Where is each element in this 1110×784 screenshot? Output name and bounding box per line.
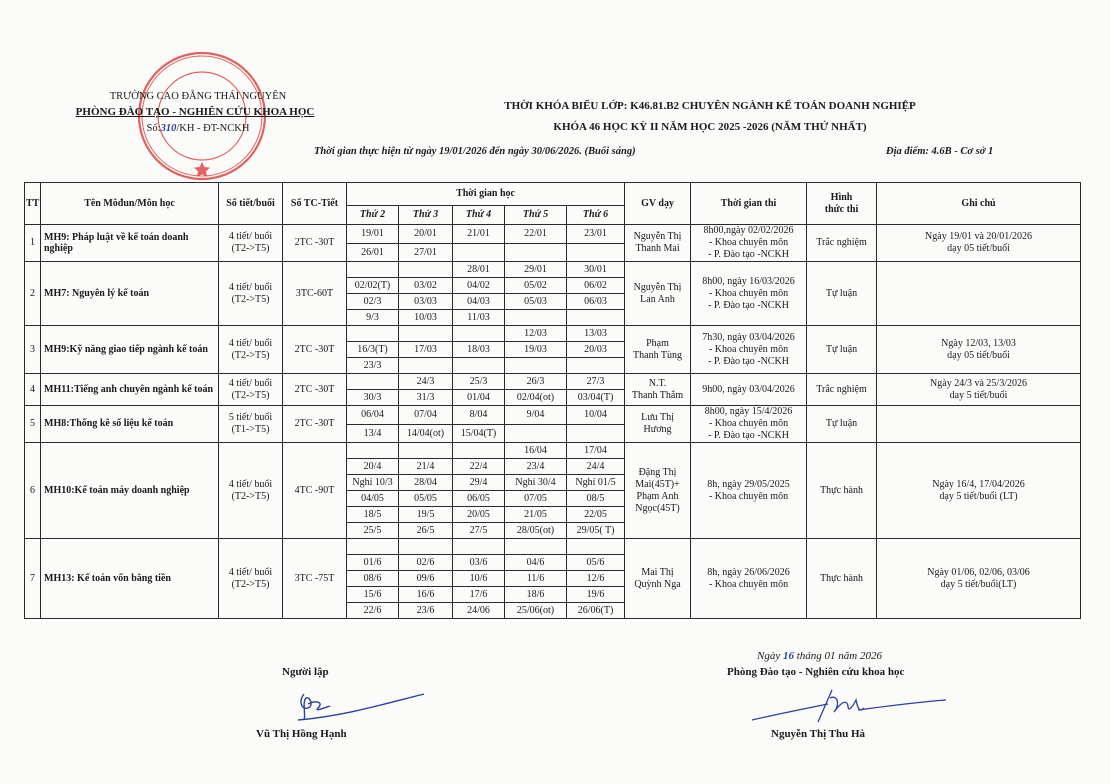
exam-time-line1: 7h30, ngày 03/04/2026 [702, 331, 795, 343]
date-cell-thu [505, 358, 567, 374]
date-cell-wed: 22/4 [453, 459, 505, 475]
date-cell-fri [567, 243, 625, 262]
exam-time-line2: - Khoa chuyên môn [708, 343, 789, 355]
exam-form: Tự luận [807, 406, 877, 443]
date-cell-tue: 23/6 [399, 603, 453, 619]
date-cell-thu: 04/6 [505, 555, 567, 571]
date-cell-thu: 05/02 [505, 278, 567, 294]
date-cell-mon: 26/01 [347, 243, 399, 262]
sign-date-prefix: Ngày [757, 650, 781, 662]
date-cell-fri: 03/04(T) [567, 390, 625, 406]
periods-per-session-line1: 4 tiết/ buổi [228, 231, 273, 242]
schedule-subtitle: KHÓA 46 HỌC KỲ II NĂM HỌC 2025 -2026 (NĂM THỨ NHẤT) [553, 121, 867, 133]
date-cell-mon: 20/4 [347, 459, 399, 475]
table-row [25, 374, 1081, 390]
notes [877, 326, 1081, 374]
exam-time [691, 374, 807, 406]
exam-time-line3: - P. Đào tạo -NCKH [708, 430, 789, 441]
date-cell-mon: 9/3 [347, 310, 399, 326]
exam-time [691, 262, 807, 326]
header-day-mon: Thứ 2 [347, 206, 399, 225]
header-periods: Số tiết/buổi [219, 183, 283, 225]
date-cell-thu [505, 310, 567, 326]
approver-title: Phòng Đào tạo - Nghiên cứu khoa học [727, 666, 905, 678]
teacher-line2: Thanh Tùng [633, 349, 682, 361]
subject-name: MH9:Kỹ năng giao tiếp ngành kế toán [41, 326, 219, 374]
date-cell-wed [453, 539, 505, 555]
teacher-line2: Thanh Mai [635, 243, 680, 254]
date-cell-tue: 10/03 [399, 310, 453, 326]
date-cell-tue [399, 326, 453, 342]
date-cell-thu [505, 424, 567, 443]
date-cell-fri: 22/05 [567, 507, 625, 523]
date-cell-wed: 25/3 [453, 374, 505, 390]
date-cell-mon: Nghỉ 10/3 [347, 475, 399, 491]
approver-name: Nguyễn Thị Thu Hà [771, 728, 866, 740]
credits: 2TC -30T [283, 225, 347, 262]
periods-per-session-line1: 5 tiết/ buổi [228, 412, 273, 423]
subject-name: MH10:Kế toán máy doanh nghiệp [41, 443, 219, 539]
date-cell-wed: 11/03 [453, 310, 505, 326]
schedule-table [24, 182, 1081, 619]
date-cell-wed: 28/01 [453, 262, 505, 278]
date-cell-wed [453, 326, 505, 342]
date-cell-wed: 15/04(T) [453, 424, 505, 443]
exam-time [691, 326, 807, 374]
exam-time-line1: 8h, ngày 26/06/2026 [707, 566, 790, 578]
date-cell-fri: 08/5 [567, 491, 625, 507]
teacher [625, 539, 691, 619]
date-cell-thu: 16/04 [505, 443, 567, 459]
header-teacher: GV dạy [625, 183, 691, 225]
date-cell-mon [347, 443, 399, 459]
periods-per-session-line2: (T2->T5) [231, 349, 270, 361]
date-cell-mon: 16/3(T) [347, 342, 399, 358]
notes-line2: day 5 tiết/buổi [949, 389, 1008, 401]
table-row [25, 406, 1081, 425]
header-exam-form-line1: Hình [830, 192, 853, 203]
periods-per-session [219, 406, 283, 443]
date-cell-wed: 06/05 [453, 491, 505, 507]
date-cell-wed [453, 443, 505, 459]
subject-name: MH13: Kế toán vốn bằng tiền [41, 539, 219, 619]
notes-line1: Ngày 01/06, 02/06, 03/06 [927, 566, 1030, 578]
date-cell-thu: Nghỉ 30/4 [505, 475, 567, 491]
exam-form: Thực hành [807, 539, 877, 619]
exam-time-line3: - P. Đào tạo -NCKH [708, 355, 789, 367]
date-cell-mon: 13/4 [347, 424, 399, 443]
table-row [25, 443, 1081, 459]
date-cell-thu: 23/4 [505, 459, 567, 475]
signature-right-icon [748, 688, 948, 724]
teacher [625, 406, 691, 443]
date-cell-mon: 02/02(T) [347, 278, 399, 294]
periods-per-session [219, 374, 283, 406]
date-cell-wed: 18/03 [453, 342, 505, 358]
date-cell-mon: 08/6 [347, 571, 399, 587]
date-cell-fri: 17/04 [567, 443, 625, 459]
doc-number-prefix: Số: [146, 123, 161, 134]
date-cell-mon: 02/3 [347, 294, 399, 310]
notes [877, 262, 1081, 326]
date-cell-wed: 04/02 [453, 278, 505, 294]
exam-time-line2: - Khoa chuyên môn [708, 578, 789, 590]
date-cell-mon: 19/01 [347, 225, 399, 244]
date-cell-thu: 25/06(ot) [505, 603, 567, 619]
periods-per-session-line2: (T2->T5) [231, 578, 270, 590]
credits: 4TC -90T [283, 443, 347, 539]
subject-name: MH8:Thống kê số liệu kế toán [41, 406, 219, 443]
date-cell-tue: 03/03 [399, 294, 453, 310]
notes-line2: dạy 5 tiết/buổi(LT) [940, 578, 1017, 590]
periods-per-session [219, 262, 283, 326]
date-cell-thu: 18/6 [505, 587, 567, 603]
teacher-line1: Nguyễn Thị [633, 231, 682, 242]
doc-number-suffix: /KH - ĐT-NCKH [176, 123, 250, 134]
table-row [25, 225, 1081, 244]
exam-time [691, 406, 807, 443]
teacher [625, 326, 691, 374]
date-cell-wed [453, 358, 505, 374]
date-cell-fri: 19/6 [567, 587, 625, 603]
date-cell-mon: 04/05 [347, 491, 399, 507]
date-cell-mon [347, 326, 399, 342]
date-cell-mon [347, 374, 399, 390]
row-number: 7 [25, 539, 41, 619]
date-cell-tue: 21/4 [399, 459, 453, 475]
prepared-by-name: Vũ Thị Hồng Hạnh [256, 728, 347, 740]
date-cell-tue [399, 262, 453, 278]
sign-date-day: 16 [782, 650, 794, 662]
location-text: Địa điểm: 4.6B - Cơ sở 1 [886, 146, 994, 157]
date-cell-wed: 8/04 [453, 406, 505, 425]
date-cell-tue: 17/03 [399, 342, 453, 358]
teacher-line1: N.T. [648, 377, 667, 389]
date-cell-thu: 19/03 [505, 342, 567, 358]
header-day-thu: Thứ 5 [505, 206, 567, 225]
row-number: 4 [25, 374, 41, 406]
date-cell-fri [567, 424, 625, 443]
notes [877, 443, 1081, 539]
date-cell-tue: 16/6 [399, 587, 453, 603]
teacher-line4: Ngọc(45T) [635, 502, 680, 514]
exam-time-line2: - Khoa chuyên môn [708, 287, 789, 299]
document-number [98, 122, 298, 135]
exam-form: Tự luận [807, 326, 877, 374]
teacher-line3: Phạm Anh [636, 490, 679, 502]
date-cell-tue: 20/01 [399, 225, 453, 244]
teacher-line1: Phạm [646, 337, 669, 349]
periods-per-session [219, 326, 283, 374]
teacher [625, 225, 691, 262]
exam-time [691, 443, 807, 539]
teacher-line2: Lan Anh [640, 293, 675, 305]
credits: 3TC-60T [283, 262, 347, 326]
teacher-line1: Mai Thị [641, 566, 674, 578]
exam-time [691, 539, 807, 619]
notes [877, 225, 1081, 262]
date-cell-fri: 10/04 [567, 406, 625, 425]
date-cell-fri: Nghỉ 01/5 [567, 475, 625, 491]
date-cell-tue: 14/04(ot) [399, 424, 453, 443]
notes-line2: dạy 05 tiết/buổi [947, 349, 1010, 361]
date-cell-fri: 06/03 [567, 294, 625, 310]
date-cell-tue: 03/02 [399, 278, 453, 294]
periods-per-session-line2: (T2->T5) [231, 490, 270, 502]
periods-per-session-line2: (T2->T5) [231, 389, 270, 401]
date-cell-tue: 26/5 [399, 523, 453, 539]
exam-form: Thực hành [807, 443, 877, 539]
date-cell-tue: 07/04 [399, 406, 453, 425]
date-cell-tue: 28/04 [399, 475, 453, 491]
periods-per-session-line2: (T1->T5) [231, 424, 270, 435]
date-cell-wed: 04/03 [453, 294, 505, 310]
date-cell-mon: 22/6 [347, 603, 399, 619]
header-study-time: Thời gian học [347, 183, 625, 206]
periods-per-session [219, 443, 283, 539]
periods-per-session-line1: 4 tiết/ buổi [228, 337, 273, 349]
periods-per-session [219, 225, 283, 262]
periods-per-session [219, 539, 283, 619]
teacher-line1: Nguyễn Thị [633, 281, 682, 293]
teacher [625, 262, 691, 326]
credits: 2TC -30T [283, 406, 347, 443]
row-number: 3 [25, 326, 41, 374]
date-cell-fri: 24/4 [567, 459, 625, 475]
date-cell-fri: 12/6 [567, 571, 625, 587]
date-cell-fri: 27/3 [567, 374, 625, 390]
date-cell-fri: 30/01 [567, 262, 625, 278]
exam-time-line1: 8h00, ngày 16/03/2026 [702, 275, 795, 287]
teacher-line2: Mai(45T)+ [635, 478, 680, 490]
exam-time-line1: 8h, ngày 29/05/2025 [707, 478, 790, 490]
sign-date [757, 650, 882, 663]
date-cell-thu: 9/04 [505, 406, 567, 425]
notes [877, 406, 1081, 443]
date-cell-fri: 05/6 [567, 555, 625, 571]
periods-per-session-line2: (T2->T5) [231, 293, 270, 305]
header-subject: Tên Môđun/Môn học [41, 183, 219, 225]
exam-time-line2: - Khoa chuyên môn [708, 418, 789, 429]
date-cell-wed: 27/5 [453, 523, 505, 539]
date-cell-wed: 20/05 [453, 507, 505, 523]
date-cell-wed: 21/01 [453, 225, 505, 244]
period-text: Thời gian thực hiện từ ngày 19/01/2026 đến ngày 30/06/2026. (Buổi sáng) [314, 146, 636, 157]
date-cell-mon: 06/04 [347, 406, 399, 425]
teacher [625, 374, 691, 406]
row-number: 5 [25, 406, 41, 443]
teacher-line2: Hương [643, 424, 672, 435]
date-cell-tue: 19/5 [399, 507, 453, 523]
date-cell-thu: 11/6 [505, 571, 567, 587]
date-cell-thu: 02/04(ot) [505, 390, 567, 406]
date-cell-tue: 27/01 [399, 243, 453, 262]
schedule-title: THỜI KHÓA BIỂU LỚP: K46.81.B2 CHUYÊN NGÀNH KẾ TOÁN DOANH NGHIỆP [504, 100, 916, 112]
notes-line1: Ngày 16/4, 17/04/2026 [932, 478, 1025, 490]
notes-line1: Ngày 19/01 và 20/01/2026 [925, 231, 1032, 242]
header-notes: Ghi chú [877, 183, 1081, 225]
exam-time-line1: 9h00, ngày 03/04/2026 [702, 383, 795, 395]
date-cell-tue: 09/6 [399, 571, 453, 587]
periods-per-session-line1: 4 tiết/ buổi [228, 478, 273, 490]
teacher-line1: Đặng Thị [638, 466, 677, 478]
date-cell-thu: 21/05 [505, 507, 567, 523]
doc-number-handwritten: 310 [160, 123, 177, 134]
credits: 2TC -30T [283, 374, 347, 406]
date-cell-tue: 24/3 [399, 374, 453, 390]
date-cell-wed: 29/4 [453, 475, 505, 491]
date-cell-fri [567, 358, 625, 374]
date-cell-mon [347, 262, 399, 278]
exam-time-line3: - P. Đào tạo -NCKH [708, 249, 789, 260]
row-number: 6 [25, 443, 41, 539]
header-exam-time: Thời gian thi [691, 183, 807, 225]
exam-form: Trắc nghiệm [807, 225, 877, 262]
date-cell-thu: 07/05 [505, 491, 567, 507]
sign-date-suffix: tháng 01 năm 2026 [796, 650, 882, 662]
exam-time-line1: 8h00,ngày 02/02/2026 [703, 225, 794, 236]
table-row [25, 262, 1081, 278]
credits: 2TC -30T [283, 326, 347, 374]
header-day-wed: Thứ 4 [453, 206, 505, 225]
date-cell-fri: 26/06(T) [567, 603, 625, 619]
date-cell-fri: 06/02 [567, 278, 625, 294]
date-cell-wed: 01/04 [453, 390, 505, 406]
date-cell-fri [567, 539, 625, 555]
date-cell-thu: 12/03 [505, 326, 567, 342]
header-exam-form [807, 183, 877, 225]
exam-time-line3: - P. Đào tạo -NCKH [708, 299, 789, 311]
date-cell-wed: 10/6 [453, 571, 505, 587]
subject-name: MH9: Pháp luật về kế toán doanh nghiệp [41, 225, 219, 262]
teacher [625, 443, 691, 539]
exam-form: Tự luận [807, 262, 877, 326]
subject-name: MH7: Nguyên lý kế toán [41, 262, 219, 326]
exam-time-line2: - Khoa chuyên môn [708, 237, 789, 248]
date-cell-mon: 30/3 [347, 390, 399, 406]
periods-per-session-line1: 4 tiết/ buổi [228, 281, 273, 293]
header-credits: Số TC-Tiết [283, 183, 347, 225]
department-name: PHÒNG ĐÀO TẠO - NGHIÊN CỨU KHOA HỌC [75, 106, 315, 118]
date-cell-fri: 13/03 [567, 326, 625, 342]
date-cell-tue [399, 443, 453, 459]
date-cell-fri: 20/03 [567, 342, 625, 358]
periods-per-session-line2: (T2->T5) [231, 243, 270, 254]
teacher-line1: Lưu Thị [641, 412, 674, 423]
row-number: 1 [25, 225, 41, 262]
prepared-by-title: Người lập [282, 666, 329, 678]
date-cell-mon: 23/3 [347, 358, 399, 374]
date-cell-wed: 24/06 [453, 603, 505, 619]
date-cell-thu: 29/01 [505, 262, 567, 278]
notes-line2: dạy 5 tiết/buổi (LT) [939, 490, 1018, 502]
date-cell-wed [453, 243, 505, 262]
date-cell-mon [347, 539, 399, 555]
date-cell-thu [505, 539, 567, 555]
date-cell-tue [399, 539, 453, 555]
exam-time-line1: 8h00, ngày 15/4/2026 [704, 406, 793, 417]
table-row [25, 539, 1081, 555]
date-cell-mon: 25/5 [347, 523, 399, 539]
periods-per-session-line1: 4 tiết/ buổi [228, 566, 273, 578]
notes-line1: Ngày 24/3 và 25/3/2026 [930, 377, 1027, 389]
header-day-tue: Thứ 3 [399, 206, 453, 225]
date-cell-tue [399, 358, 453, 374]
exam-form: Trắc nghiệm [807, 374, 877, 406]
notes-line2: dạy 05 tiết/buổi [947, 243, 1010, 254]
table-row [25, 326, 1081, 342]
date-cell-fri: 29/05( T) [567, 523, 625, 539]
date-cell-thu: 22/01 [505, 225, 567, 244]
school-name: TRƯỜNG CAO ĐẲNG THÁI NGUYÊN [109, 91, 287, 102]
notes [877, 374, 1081, 406]
date-cell-thu: 28/05(ot) [505, 523, 567, 539]
header-day-fri: Thứ 6 [567, 206, 625, 225]
date-cell-tue: 02/6 [399, 555, 453, 571]
exam-time-line2: - Khoa chuyên môn [708, 490, 789, 502]
row-number: 2 [25, 262, 41, 326]
header-exam-form-line2: thức thi [824, 203, 859, 215]
notes-line1: Ngày 12/03, 13/03 [941, 337, 1016, 349]
date-cell-mon: 18/5 [347, 507, 399, 523]
exam-time [691, 225, 807, 262]
teacher-line2: Quỳnh Nga [634, 578, 681, 590]
date-cell-fri: 23/01 [567, 225, 625, 244]
periods-per-session-line1: 4 tiết/ buổi [228, 377, 273, 389]
credits: 3TC -75T [283, 539, 347, 619]
date-cell-fri [567, 310, 625, 326]
date-cell-mon: 01/6 [347, 555, 399, 571]
date-cell-thu [505, 243, 567, 262]
date-cell-thu: 05/03 [505, 294, 567, 310]
date-cell-tue: 31/3 [399, 390, 453, 406]
teacher-line2: Thanh Thắm [631, 389, 684, 401]
date-cell-mon: 15/6 [347, 587, 399, 603]
date-cell-wed: 03/6 [453, 555, 505, 571]
date-cell-tue: 05/05 [399, 491, 453, 507]
header-tt: TT [25, 183, 41, 225]
date-cell-wed: 17/6 [453, 587, 505, 603]
subject-name: MH11:Tiếng anh chuyên ngành kế toán [41, 374, 219, 406]
date-cell-thu: 26/3 [505, 374, 567, 390]
notes [877, 539, 1081, 619]
signature-left-icon [284, 688, 434, 724]
